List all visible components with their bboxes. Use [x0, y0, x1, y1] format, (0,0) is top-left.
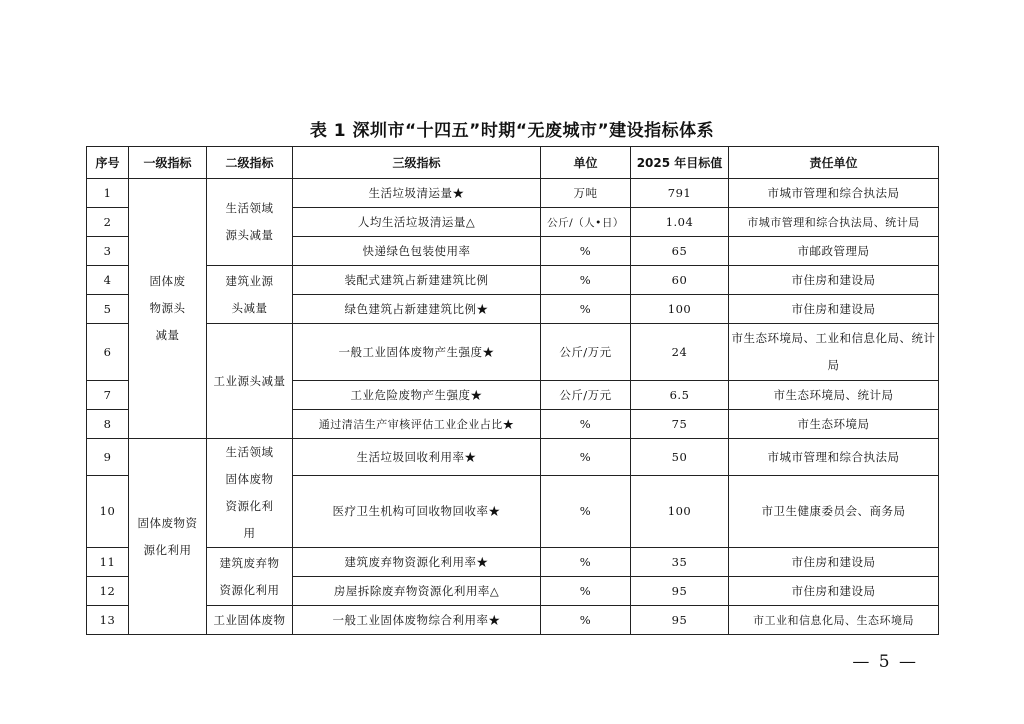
- row-number: 5: [87, 295, 129, 324]
- level2-cell: 工业固体废物: [207, 606, 293, 635]
- header-cell: 三级指标: [293, 147, 541, 179]
- table-row: [87, 606, 939, 635]
- target-cell: 6.5: [631, 381, 729, 410]
- unit-cell: %: [541, 475, 631, 547]
- unit-cell: %: [541, 410, 631, 439]
- header-cell: 一级指标: [129, 147, 207, 179]
- row-number: 7: [87, 381, 129, 410]
- row-number: 9: [87, 439, 129, 476]
- level3-indicator: 生活垃圾回收利用率★: [293, 439, 541, 476]
- table-title: 表 1 深圳市“十四五”时期“无废城市”建设指标体系: [309, 121, 715, 141]
- dept-cell: 市住房和建设局: [729, 577, 939, 606]
- target-cell: 75: [631, 410, 729, 439]
- dept-cell: 市城市管理和综合执法局: [729, 179, 939, 208]
- target-cell: 100: [631, 475, 729, 547]
- unit-cell: %: [541, 548, 631, 577]
- unit-cell: %: [541, 439, 631, 476]
- target-cell: 35: [631, 548, 729, 577]
- target-cell: 95: [631, 577, 729, 606]
- table-header-row: [87, 147, 939, 179]
- level3-indicator: 医疗卫生机构可回收物回收率★: [293, 475, 541, 547]
- dept-cell: 市生态环境局: [729, 410, 939, 439]
- target-cell: 24: [631, 324, 729, 381]
- row-number: 13: [87, 606, 129, 635]
- unit-cell: %: [541, 295, 631, 324]
- table-row: [87, 439, 939, 476]
- target-cell: 791: [631, 179, 729, 208]
- unit-cell: 万吨: [541, 179, 631, 208]
- header-cell: 责任单位: [729, 147, 939, 179]
- dept-cell: 市生态环境局、工业和信息化局、统计局: [729, 324, 939, 381]
- unit-cell: %: [541, 577, 631, 606]
- level1-cell: 固体废物资源化利用: [129, 439, 207, 635]
- row-number: 11: [87, 548, 129, 577]
- level3-indicator: 人均生活垃圾清运量△: [293, 208, 541, 237]
- level3-indicator: 通过清洁生产审核评估工业企业占比★: [293, 410, 541, 439]
- dept-cell: 市城市管理和综合执法局: [729, 439, 939, 476]
- level3-indicator: 装配式建筑占新建建筑比例: [293, 266, 541, 295]
- row-number: 8: [87, 410, 129, 439]
- dept-cell: 市生态环境局、统计局: [729, 381, 939, 410]
- row-number: 6: [87, 324, 129, 381]
- level3-indicator: 快递绿色包装使用率: [293, 237, 541, 266]
- table-row: [87, 179, 939, 208]
- level2-cell: 生活领域源头减量: [207, 179, 293, 266]
- dept-cell: 市工业和信息化局、生态环境局: [729, 606, 939, 635]
- table-row: [87, 548, 939, 577]
- level2-cell: 建筑废弃物资源化利用: [207, 548, 293, 606]
- row-number: 3: [87, 237, 129, 266]
- unit-cell: 公斤/万元: [541, 324, 631, 381]
- page-number: — 5 —: [852, 652, 918, 672]
- dept-cell: 市住房和建设局: [729, 295, 939, 324]
- target-cell: 95: [631, 606, 729, 635]
- level3-indicator: 绿色建筑占新建建筑比例★: [293, 295, 541, 324]
- dept-cell: 市卫生健康委员会、商务局: [729, 475, 939, 547]
- target-cell: 60: [631, 266, 729, 295]
- header-cell: 单位: [541, 147, 631, 179]
- target-cell: 50: [631, 439, 729, 476]
- level3-indicator: 工业危险废物产生强度★: [293, 381, 541, 410]
- row-number: 12: [87, 577, 129, 606]
- row-number: 2: [87, 208, 129, 237]
- level1-cell: 固体废物源头减量: [129, 179, 207, 439]
- unit-cell: %: [541, 237, 631, 266]
- dept-cell: 市邮政管理局: [729, 237, 939, 266]
- unit-cell: %: [541, 266, 631, 295]
- row-number: 10: [87, 475, 129, 547]
- indicator-table: [86, 146, 939, 635]
- level3-indicator: 房屋拆除废弃物资源化利用率△: [293, 577, 541, 606]
- dept-cell: 市住房和建设局: [729, 266, 939, 295]
- header-cell: 二级指标: [207, 147, 293, 179]
- row-number: 4: [87, 266, 129, 295]
- dept-cell: 市城市管理和综合执法局、统计局: [729, 208, 939, 237]
- level3-indicator: 一般工业固体废物综合利用率★: [293, 606, 541, 635]
- target-cell: 100: [631, 295, 729, 324]
- table-row: [87, 324, 939, 381]
- unit-cell: %: [541, 606, 631, 635]
- header-cell: 序号: [87, 147, 129, 179]
- header-cell: 2025 年目标值: [631, 147, 729, 179]
- row-number: 1: [87, 179, 129, 208]
- unit-cell: 公斤/万元: [541, 381, 631, 410]
- dept-cell: 市住房和建设局: [729, 548, 939, 577]
- level2-cell: 建筑业源头减量: [207, 266, 293, 324]
- level3-indicator: 建筑废弃物资源化利用率★: [293, 548, 541, 577]
- unit-cell: 公斤/（人•日）: [541, 208, 631, 237]
- level2-cell: 生活领域固体废物资源化利用: [207, 439, 293, 548]
- target-cell: 65: [631, 237, 729, 266]
- level3-indicator: 生活垃圾清运量★: [293, 179, 541, 208]
- table-row: [87, 266, 939, 295]
- target-cell: 1.04: [631, 208, 729, 237]
- level2-cell: 工业源头减量: [207, 324, 293, 439]
- level3-indicator: 一般工业固体废物产生强度★: [293, 324, 541, 381]
